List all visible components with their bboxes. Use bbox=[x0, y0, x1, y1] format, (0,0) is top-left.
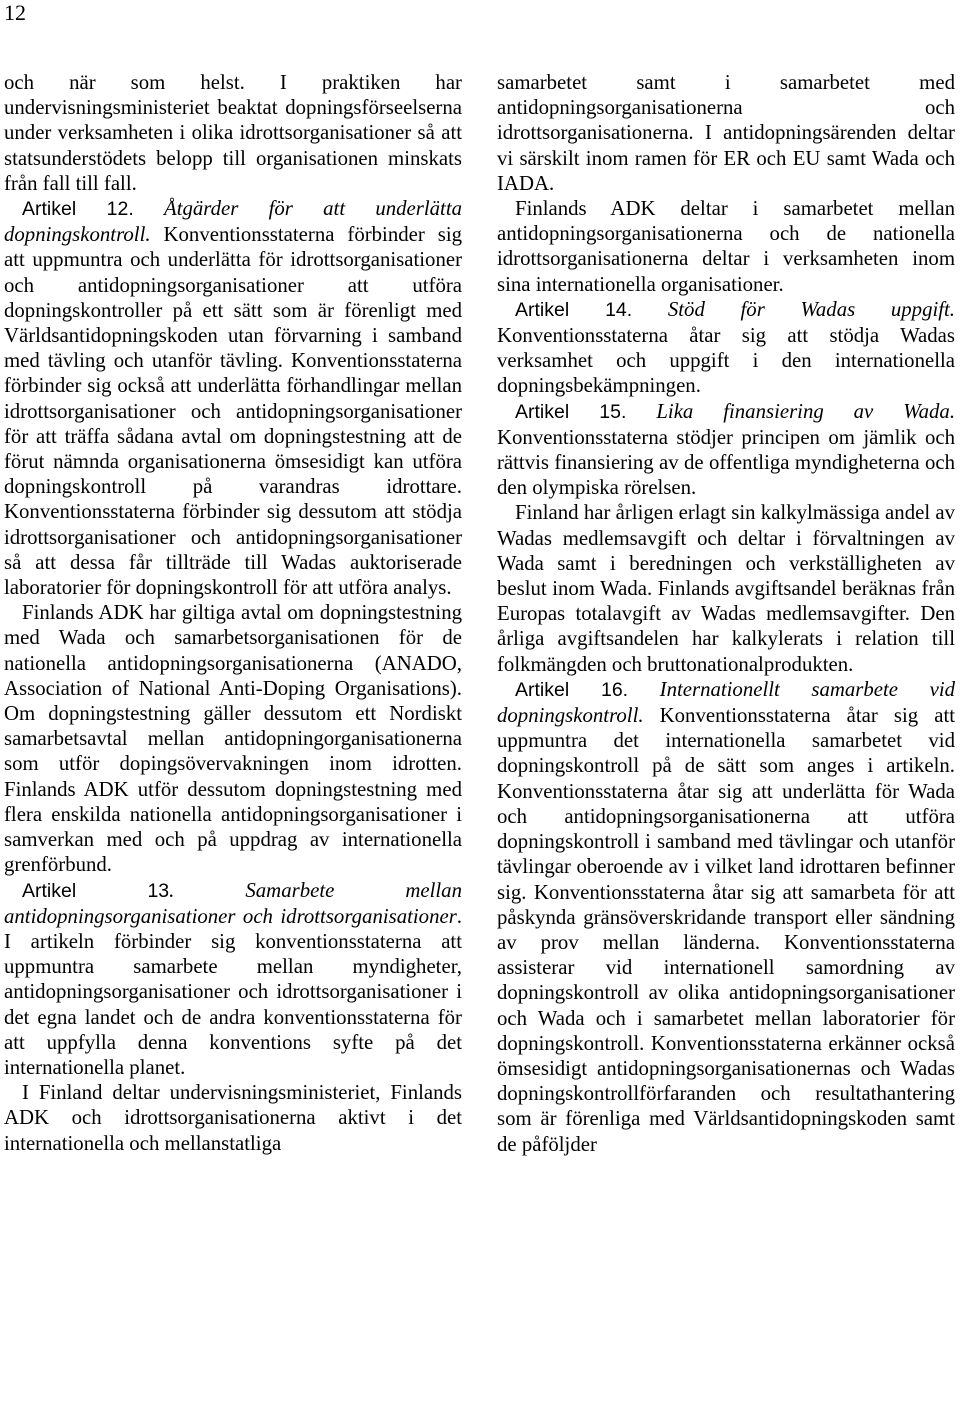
article-body: Konventionsstaterna åtar sig att uppmuntra det internationella samarbetet vid dopningskontroll på de sätt som anges i artikeln. Konventionsstaterna åtar sig att underlätta för Wada och antidopningsorganisationerna att utföra dopningskontroll i samband med tävlingar och utanför tävlingar oberoende av i vilket land idrottaren befinner sig. Konventionsstaterna åtar sig att samarbeta för att påskynda gränsöverskridande transport eller sändning av prov mellan länderna. Konventionsstaterna assisterar vid internationell samordning av dopningskontroll av olika antidopningsorganisationer och Wada och i samarbetet mellan laboratorier för dopningskontroll. Konventionsstaterna erkänner också ömsesidigt antidopningsorganisationernas och Wadas dopningskontrollförfaranden och resultathantering som är förenliga med Världsantidopningskoden samt de påföljder bbox=[497, 704, 956, 1156]
article-14 bbox=[497, 297, 955, 399]
article-13 bbox=[4, 878, 462, 1081]
article-title: Stöd för Wadas uppgift. bbox=[667, 297, 955, 321]
article-label: Artikel 12. bbox=[22, 198, 134, 221]
article-15 bbox=[497, 399, 955, 501]
article-label: Artikel 14. bbox=[515, 298, 633, 321]
article-title: Internationellt samarbete vid dopningskontroll. bbox=[497, 677, 955, 728]
article-body: Konventionsstaterna förbinder sig att uppmuntra och underlätta för idrottsorganisationer och antidopningsorganisationer att utföra dopningskontroller på ett sätt som är förenligt med Världsantidopningskoden utan förvarning i samband med tävling och utanför tävling. Konventionsstaterna förbinder sig också att underlätta förhandlingar mellan idrottsorganisationer och antidopningsorganisationer för att träffa sådana avtal om dopningstestning att de förut nämnda organisationerna ömsesidigt kan utföra dopningskontroll på varandras idrottare. Konventionsstaterna förbinder sig dessutom att stödja idrottsorganisationer och antidopningsorganisationer så att dessa får tillträde till Wadas auktoriserade laboratorier för dopningskontroll för att utföra analys. bbox=[4, 223, 462, 600]
paragraph: Finlands ADK har giltiga avtal om dopningstestning med Wada och samarbetsorganisationen för de nationella antidopningsorganisationerna (ANADO, Association of National Anti-Doping Organisations). Om dopningstestning gäller dessutom ett Nordiskt samarbetsavtal mellan antidopningorganisationerna som utför dopingsövervakningen inom idrotten. Finlands ADK utför dessutom dopningstestning med flera enskilda nationella antidopningsorganisationer i samverkan med och på uppdrag av internationella grenförbund. bbox=[4, 601, 462, 877]
left-column bbox=[4, 70, 462, 1156]
article-16 bbox=[497, 677, 955, 1157]
article-label: Artikel 13 bbox=[22, 879, 170, 902]
article-title: . Samarbete mellan antidopningsorganisationer och idrottsorganisationer bbox=[4, 878, 462, 928]
article-body: Konventionsstaterna stödjer principen om jämlik och rättvis finansiering av de offentliga myndigheterna och den olympiska rörelsen. bbox=[497, 425, 955, 500]
article-body: . I artikeln förbinder sig konventionsstaterna att uppmuntra samarbete mellan myndigheter, antidopningsorganisationer och idrottsorganisationer i det egna landet och de andra konventionsstaterna för att uppfylla denna konventions syfte på det internationella planet. bbox=[4, 904, 462, 1079]
article-title: Åtgärder för att underlätta dopningskontroll. bbox=[4, 197, 463, 247]
article-label: Artikel 15. bbox=[515, 400, 627, 423]
article-12 bbox=[4, 196, 462, 600]
article-title: Lika finansiering av Wada. bbox=[656, 399, 956, 423]
right-column bbox=[497, 70, 955, 1157]
paragraph: Finlands ADK deltar i samarbetet mellan antidopningsorganisationerna och de nationella idrottsorganisationerna deltar i verksamheten inom sina internationella organisationer. bbox=[497, 197, 955, 296]
page-number: 12 bbox=[4, 0, 26, 25]
paragraph: I Finland deltar undervisningsministeriet, Finlands ADK och idrottsorganisationerna aktivt i det internationella och mellanstatliga bbox=[4, 1081, 462, 1155]
article-body: Konventionsstaterna åtar sig att stödja Wadas verksamhet och uppgift i den internationella dopningsbekämpningen. bbox=[497, 324, 955, 398]
article-label: Artikel 16. bbox=[515, 678, 629, 701]
paragraph: Finland har årligen erlagt sin kalkylmässiga andel av Wadas medlemsavgift och deltar i förvaltningen av Wada samt i beredningen och verkställigheten av beslut inom Wada. Finlands avgiftsandel beräknas från Europas totalavgift av Wadas medlemsavgifter. Den årliga avgiftsandelen har kalkylerats i relation till folkmängden och bruttonationalprodukten. bbox=[497, 501, 955, 676]
paragraph: och när som helst. I praktiken har undervisningsministeriet beaktat dopningsförseelserna under verksamheten i olika idrottsorganisationer så att statsunderstödets belopp till organisationen minskats från fall till fall. bbox=[4, 71, 462, 195]
paragraph: samarbetet samt i samarbetet med antidopningsorganisationerna och idrottsorganisationerna. I antidopningsärenden deltar vi särskilt inom ramen för ER och EU samt Wada och IADA. bbox=[497, 71, 955, 195]
